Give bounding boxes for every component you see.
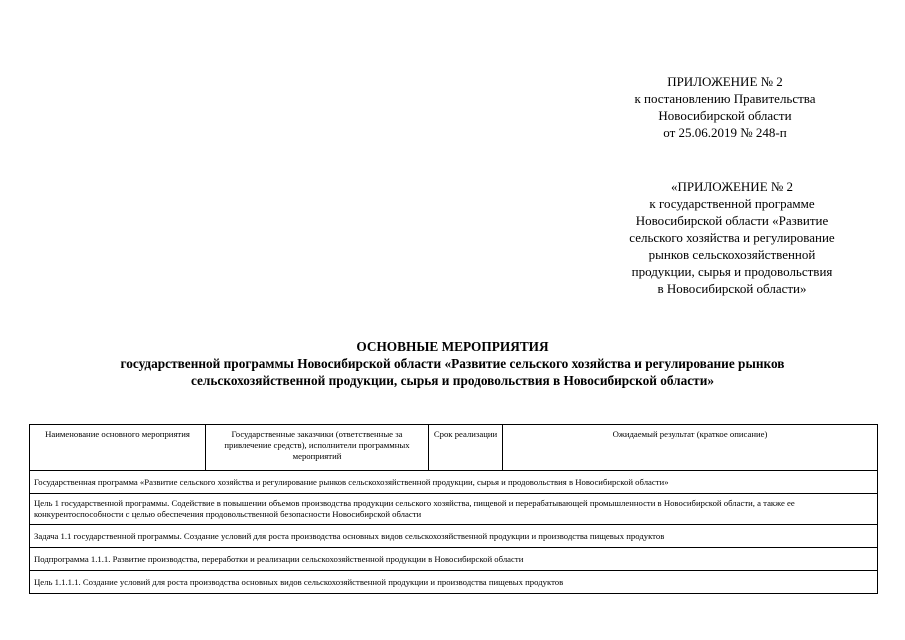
title-line: государственной программы Новосибирской области «Развитие сельского хозяйства и регулирование рынков [120, 356, 785, 371]
header-cell-measure-name: Наименование основного мероприятия [30, 425, 206, 471]
appendix-line: к государственной программе [649, 196, 815, 211]
appendix-line: Новосибирской области [658, 108, 792, 123]
table-cell-goal: Цель 1 государственной программы. Содействие в повышении объемов производства продукции сельского хозяйства, пищевой и перерабатывающей промышленности в Новосибирской области, а также ее конкурентоспособности с целью обеспечения продовольственной безопасности Новосибирской области [30, 494, 878, 525]
table-row [30, 571, 878, 594]
title-line: ОСНОВНЫЕ МЕРОПРИЯТИЯ [356, 339, 549, 354]
appendix-line: ПРИЛОЖЕНИЕ № 2 [667, 74, 783, 89]
resolution-appendix-header [590, 73, 860, 141]
appendix-line: рынков сельскохозяйственной [648, 247, 816, 262]
header-cell-term: Срок реализации [429, 425, 503, 471]
appendix-line: продукции, сырья и продовольствия [631, 264, 833, 279]
table-row [30, 548, 878, 571]
appendix-line: в Новосибирской области» [657, 281, 807, 296]
table-row [30, 525, 878, 548]
header-cell-expected-result: Ожидаемый результат (краткое описание) [503, 425, 878, 471]
program-appendix-header [597, 178, 867, 297]
appendix-line: к постановлению Правительства [634, 91, 816, 106]
title-line: сельскохозяйственной продукции, сырья и продовольствия в Новосибирской области» [190, 373, 715, 388]
header-cell-customers: Государственные заказчики (ответственные за привлечение средств), исполнители программных мероприятий [206, 425, 429, 471]
table-row [30, 494, 878, 525]
appendix-line: «ПРИЛОЖЕНИЕ № 2 [670, 179, 794, 194]
table-cell-subgoal: Цель 1.1.1.1. Создание условий для роста производства основных видов сельскохозяйственной продукции и производства пищевых продуктов [30, 571, 878, 594]
table-cell-task: Задача 1.1 государственной программы. Создание условий для роста производства основных видов сельскохозяйственной продукции и производства пищевых продуктов [30, 525, 878, 548]
table-cell-program: Государственная программа «Развитие сельского хозяйства и регулирование рынков сельскохозяйственной продукции, сырья и продовольствия в Новосибирской области» [30, 471, 878, 494]
table-header-row [30, 425, 878, 471]
table-cell-subprogram: Подпрограмма 1.1.1. Развитие производства, переработки и реализации сельскохозяйственной продукции в Новосибирской области [30, 548, 878, 571]
measures-table [29, 424, 878, 594]
document-title [20, 338, 885, 389]
appendix-line: сельского хозяйства и регулирование [629, 230, 835, 245]
appendix-line: от 25.06.2019 № 248-п [663, 125, 787, 140]
table-row [30, 471, 878, 494]
appendix-line: Новосибирской области «Развитие [635, 213, 829, 228]
